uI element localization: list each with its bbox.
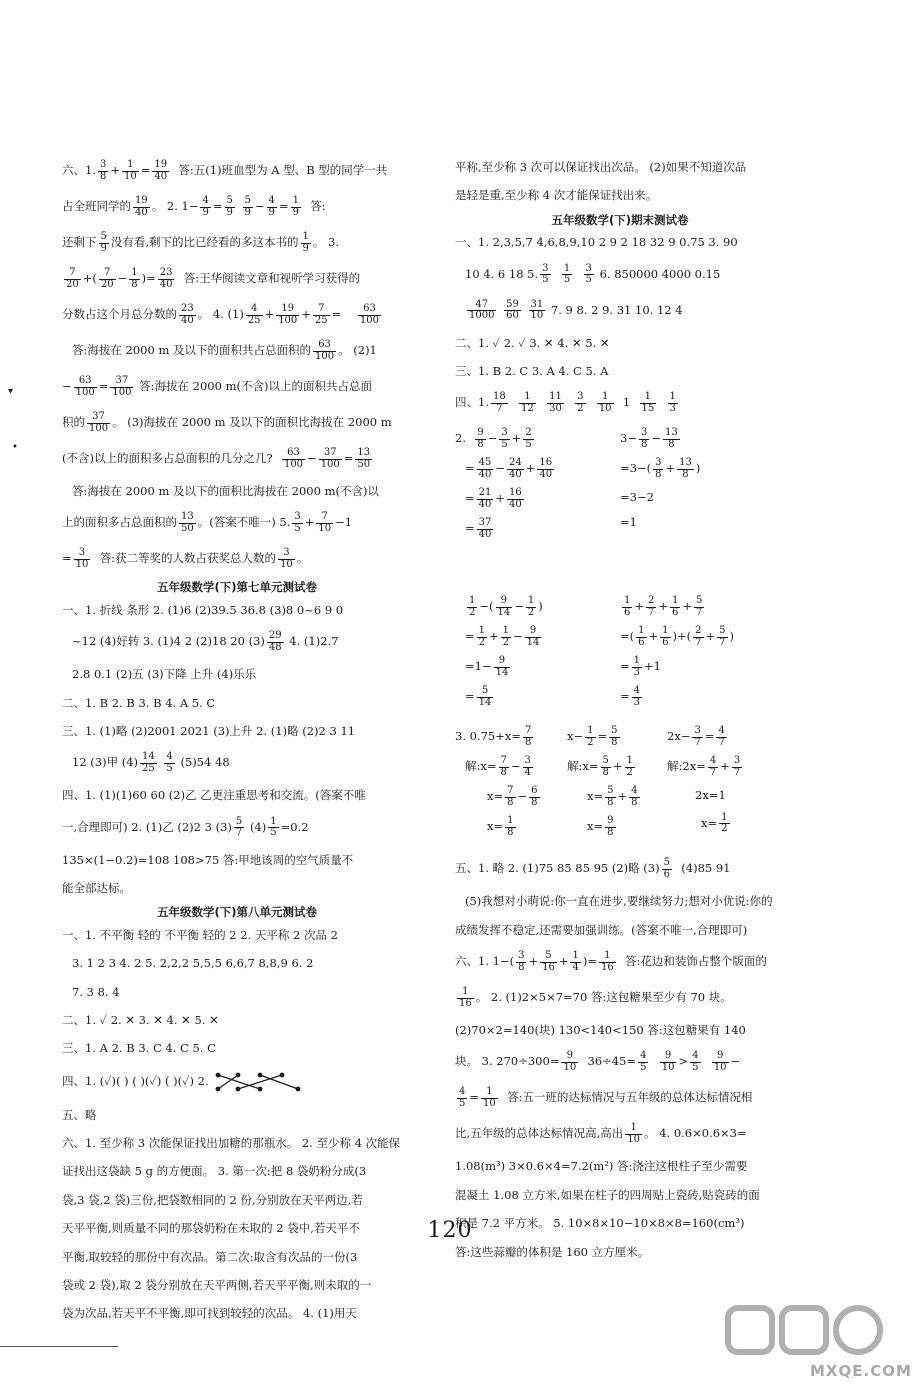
text-line: 六、1. 至少称 3 次能保证找出加糖的那瓶水。 2. 至少称 4 次能保 bbox=[62, 1136, 401, 1150]
text-line: =( $\frac{1}{6}$ + $\frac{1}{6}$ )+( $\frac{2}{7}$ + $\frac{5}{7}$ ) bbox=[620, 625, 735, 648]
text-line: x= $\frac{7}{8}$ − $\frac{6}{8}$ bbox=[487, 785, 538, 808]
text-line: 六、1. 1−( $\frac{3}{8}$ + $\frac{5}{16}$ + $\frac{1}{4}$ )= $\frac{1}{16}$ 答:花边和装饰占整个版面的 bbox=[455, 950, 767, 973]
text-line: = $\frac{4}{3}$ bbox=[620, 685, 641, 708]
section-title: 五年级数学(下)第七单元测试卷 bbox=[156, 580, 317, 595]
text-line: 3. 1 2 3 4. 2 5. 2,2,2 5,5,5 6,6,7 8,8,9 6. 2 bbox=[72, 956, 314, 971]
text-line: 四、1. (1)(1)60 60 (2)乙 乙更注重思考和交流。(答案不唯 bbox=[62, 788, 366, 803]
text-line: 袋或 2 袋),取 2 袋分别放在天平两侧,若天平平衡,则未取的一 bbox=[62, 1277, 372, 1292]
text-line: 7. 3 8. 4 bbox=[72, 984, 120, 999]
text-line: = $\frac{1}{3}$ +1 bbox=[620, 655, 661, 678]
text-line: $\frac{1}{2}$ −( $\frac{9}{14}$ − $\frac{1}{2}$ ) bbox=[469, 595, 543, 618]
text-line: 一、1. 折线 条形 2. (1)6 (2)39.5 36.8 (3)8 0~6 9 0 bbox=[62, 602, 344, 617]
text-line: ~12 (4)好转 3. (1)4 2 (2)18 20 (3) $\frac{29}{48}$ 4. (1)2.7 bbox=[72, 630, 339, 653]
text-line: x= $\frac{1}{2}$ bbox=[701, 811, 728, 835]
text-line: (不含)以上的面积多占总面积的几分之几? $\frac{63}{100}$ − $\frac{37}{100}$ = $\frac{13}{50}$ bbox=[62, 447, 371, 470]
text-line: 五、略 bbox=[62, 1107, 97, 1122]
text-line: $\frac{1}{16}$ 。 2. (1)2×5×7=70 答:这包糖果至少有 70 块。 bbox=[459, 986, 732, 1009]
text-line: 平称,至少称 3 次可以保证找出次品。 (2)如果不知道次品 bbox=[455, 160, 747, 174]
text-line: 分数占这个月总分数的 $\frac{23}{40}$ 。 4. (1) $\frac{4}{25}$ + $\frac{19}{100}$ + $\frac{7}{25}$ = $\frac{63}{100}$ bbox=[62, 303, 380, 326]
text-line: 比,五年级的总体达标情况高,高出 $\frac{1}{10}$ 。 4. 0.6×0.6×3= bbox=[455, 1122, 747, 1145]
text-line: 2x=1 bbox=[695, 788, 726, 803]
text-line: 四、1. (✓)( ) ( )(✓) ( )(✓) 2. bbox=[62, 1070, 412, 1094]
text-line: =3−2 bbox=[620, 490, 654, 505]
text-line: 答:海拔在 2000 m 及以下的面积比海拔在 2000 m(不含)以 bbox=[72, 484, 379, 498]
text-line: 天平平衡,则质量不同的那袋奶粉在未取的 2 袋中,若天平不 bbox=[62, 1221, 360, 1236]
text-line: (2)70×2=140(块) 130<140<150 答:这包糖果有 140 bbox=[455, 1023, 746, 1037]
text-line: = $\frac{3}{10}$ 答:获二等奖的人数占获奖总人数的 $\frac{3}{10}$ 。 bbox=[62, 547, 309, 570]
text-line: = $\frac{21}{40}$ + $\frac{16}{40}$ bbox=[465, 487, 522, 510]
q3-block bbox=[455, 726, 785, 858]
text-line: 混凝土 1.08 立方米,如果在柱子的四周贴上瓷砖,贴瓷砖的面 bbox=[455, 1187, 760, 1202]
text-line: 3. 0.75+x= $\frac{7}{8}$ bbox=[455, 725, 532, 748]
text-line: 解:x= $\frac{7}{8}$ − $\frac{3}{4}$ bbox=[465, 755, 531, 778]
text-line: $\frac{47}{1000}$ $\frac{59}{60}$ $\frac{31}{10}$ 7. 9 8. 2 9. 31 10. 12 4 bbox=[469, 298, 683, 321]
text-line: 三、1. (1)略 (2)2001 2021 (3)上升 2. (1)略 (2)2 3 11 bbox=[62, 723, 356, 738]
text-line: 袋为次品,若天平不平衡,即可找到较轻的次品。 4. (1)用天 bbox=[62, 1306, 357, 1321]
text-line: 2x− $\frac{3}{7}$ = $\frac{4}{7}$ bbox=[667, 725, 725, 748]
text-line: 答:海拔在 2000 m 及以下的面积共占总面积的 $\frac{63}{100}$ 。 (2)1 bbox=[72, 339, 377, 362]
text-line: 解:2x= $\frac{4}{7}$ + $\frac{3}{7}$ bbox=[667, 755, 741, 778]
text-line: 1.08(m³) 3×0.6×4=7.2(m²) 答:浇注这根柱子至少需要 bbox=[455, 1159, 748, 1174]
text-line: 证找出这袋缺 5 g 的方便面。 3. 第一次:把 8 袋奶粉分成(3 bbox=[62, 1164, 367, 1179]
watermark-text: MXQE.COM bbox=[810, 1362, 912, 1380]
q2b-block bbox=[455, 596, 785, 726]
text-line: $\frac{7}{20}$ +( $\frac{7}{20}$ − $\frac{1}{8}$ )= $\frac{23}{40}$ 答:王华阅读文章和视听学习获得的 bbox=[66, 267, 361, 290]
text-line: 10 4. 6 18 5. $\frac{3}{5}$ $\frac{1}{5}$ $\frac{3}{5}$ 6. 850000 4000 0.15 bbox=[465, 262, 721, 285]
text-line: 答:这些蒜瓣的体积是 160 立方厘米。 bbox=[455, 1244, 650, 1259]
text-line: 上的面积多占总面积的 $\frac{13}{50}$ 。(答案不唯一) 5. $\frac{3}{5}$ + $\frac{7}{10}$ −1 bbox=[62, 511, 353, 534]
text-line: 块。 3. 270÷300= $\frac{9}{10}$ 36÷45= $\frac{4}{5}$ $\frac{9}{10}$ > $\frac{4}{5}$ $\frac{9}{10}$ − bbox=[455, 1050, 741, 1073]
text-line: 三、1. B 2. C 3. A 4. C 5. A bbox=[455, 363, 609, 378]
right-column bbox=[455, 160, 785, 1259]
text-line: =1 bbox=[620, 514, 637, 529]
text-line: 二、1. ✓ 2. ✕ 3. ✕ 4. ✕ 5. ✕ bbox=[62, 1012, 219, 1027]
text-line: = $\frac{5}{14}$ bbox=[465, 685, 492, 708]
text-line: 积是 7.2 平方米。 5. 10×8×10−10×8×8=160(cm³) bbox=[455, 1216, 745, 1231]
text-line: 3− $\frac{3}{8}$ − $\frac{13}{8}$ bbox=[620, 427, 678, 450]
text-line: 135×(1−0.2)=108 108>75 答:甲地该周的空气质量不 bbox=[62, 852, 354, 867]
text-line: x= $\frac{5}{8}$ + $\frac{4}{8}$ bbox=[587, 785, 638, 808]
text-line: =3−( $\frac{3}{8}$ + $\frac{13}{8}$ ) bbox=[620, 457, 701, 480]
text-line: 六、1. $\frac{3}{8}$ + $\frac{1}{10}$ = $\frac{19}{40}$ 答:五(1)班血型为 A 型、B 型的同学一共 bbox=[62, 159, 388, 182]
text-line: x= $\frac{1}{8}$ bbox=[487, 815, 514, 838]
q2-block bbox=[455, 428, 785, 596]
text-line: 2. $\frac{9}{8}$ − $\frac{3}{5}$ + $\frac{2}{5}$ bbox=[455, 427, 532, 450]
text-line: 五、1. 略 2. (1)75 85 85 95 (2)略 (3) $\frac{5}{6}$ (4)85 91 bbox=[455, 857, 731, 880]
text-line: 一、1. 2,3,5,7 4,6,8,9,10 2 9 2 18 32 9 0.75 3. 90 bbox=[455, 235, 738, 250]
text-line: (5)我想对小萌说:你一直在进步,要继续努力;想对小优说:你的 bbox=[465, 894, 773, 909]
text-line: $\frac{1}{6}$ + $\frac{2}{7}$ + $\frac{1}{6}$ + $\frac{5}{7}$ bbox=[624, 595, 703, 618]
text-line: 解:x= $\frac{5}{8}$ + $\frac{1}{2}$ bbox=[567, 755, 633, 778]
footer-rule bbox=[0, 1346, 118, 1347]
text-line: =1− $\frac{9}{14}$ bbox=[465, 655, 509, 678]
page-number: 120 bbox=[427, 1218, 473, 1243]
text-line: 占全班同学的 $\frac{19}{40}$ 。 2. 1− $\frac{4}{9}$ = $\frac{5}{9}$ $\frac{5}{9}$ − $\frac{4}{9}$ = $\frac{1}{9}$ 答: bbox=[62, 195, 326, 218]
text-line: 成绩发挥不稳定,还需要加强训练。(答案不唯一,合理即可) bbox=[455, 922, 748, 937]
section-title: 五年级数学(下)期末测试卷 bbox=[551, 212, 689, 227]
text-line: 袋,3 袋,2 袋)三份,把袋数相同的 2 份,分别放在天平两边,若 bbox=[62, 1192, 363, 1207]
text-line: 三、1. A 2. B 3. C 4. C 5. C bbox=[62, 1041, 216, 1056]
text-line: 二、1. B 2. B 3. B 4. A 5. C bbox=[62, 695, 216, 710]
text-line: 四、1. $\frac{18}{7}$ $\frac{1}{12}$ $\frac{11}{30}$ $\frac{3}{2}$ $\frac{1}{10}$ 1 $\frac{1}{15}$ $\frac{1}{3}$ bbox=[455, 391, 676, 414]
text-line: 能全部达标。 bbox=[62, 881, 131, 895]
text-line: 二、1. ✓ 2. ✓ 3. ✕ 4. ✕ 5. ✕ bbox=[455, 335, 610, 350]
text-line: = $\frac{45}{40}$ − $\frac{24}{40}$ + $\frac{16}{40}$ bbox=[465, 457, 553, 480]
text-line: 是轻是重,至少称 4 次才能保证找出来。 bbox=[455, 188, 658, 203]
text-line: x= $\frac{9}{8}$ bbox=[587, 815, 614, 838]
matching-lines-diagram bbox=[212, 1070, 304, 1094]
text-line: − $\frac{63}{100}$ = $\frac{37}{100}$ 答:海拔在 2000 m(不含)以上的面积共占总面 bbox=[62, 375, 372, 398]
margin-mark: ▾ bbox=[8, 386, 14, 397]
text-line: 平衡,取较轻的那份中有次品。第二次:取含有次品的一份(3 bbox=[62, 1249, 358, 1264]
text-line: 积的 $\frac{37}{100}$ 。 (3)海拔在 2000 m 及以下的面积比海拔在 2000 m bbox=[62, 411, 392, 434]
text-line: = $\frac{37}{40}$ bbox=[465, 517, 492, 540]
text-line: $\frac{4}{5}$ = $\frac{1}{10}$ 答:五一班的达标情况与五年级的总体达标情况相 bbox=[459, 1086, 753, 1109]
text-line: 一、1. 不平衡 轻的 不平衡 轻的 2 2. 天平称 2 次品 2 bbox=[62, 927, 338, 942]
text-line: x− $\frac{1}{2}$ = $\frac{5}{8}$ bbox=[567, 725, 618, 748]
text-line: = $\frac{1}{2}$ + $\frac{1}{2}$ − $\frac{9}{14}$ bbox=[465, 625, 540, 648]
text-line: 还剩下 $\frac{5}{9}$ 没有看,剩下的比已经看的多这本书的 $\frac{1}{9}$ 。 3. bbox=[62, 231, 340, 254]
left-column bbox=[62, 160, 412, 1321]
text-line: 一,合理即可) 2. (1)乙 (2)2 3 (3) $\frac{5}{7}$ (4) $\frac{1}{5}$ =0.2 bbox=[62, 815, 309, 839]
text-line: 2.8 0.1 (2)五 (3)下降 上升 (4)乐乐 bbox=[72, 667, 257, 682]
text-line: 12 (3)甲 (4) $\frac{14}{25}$ $\frac{4}{5}$ (5)54 48 bbox=[72, 751, 230, 774]
section-title: 五年级数学(下)第八单元测试卷 bbox=[156, 905, 317, 920]
margin-mark: • bbox=[12, 442, 18, 453]
